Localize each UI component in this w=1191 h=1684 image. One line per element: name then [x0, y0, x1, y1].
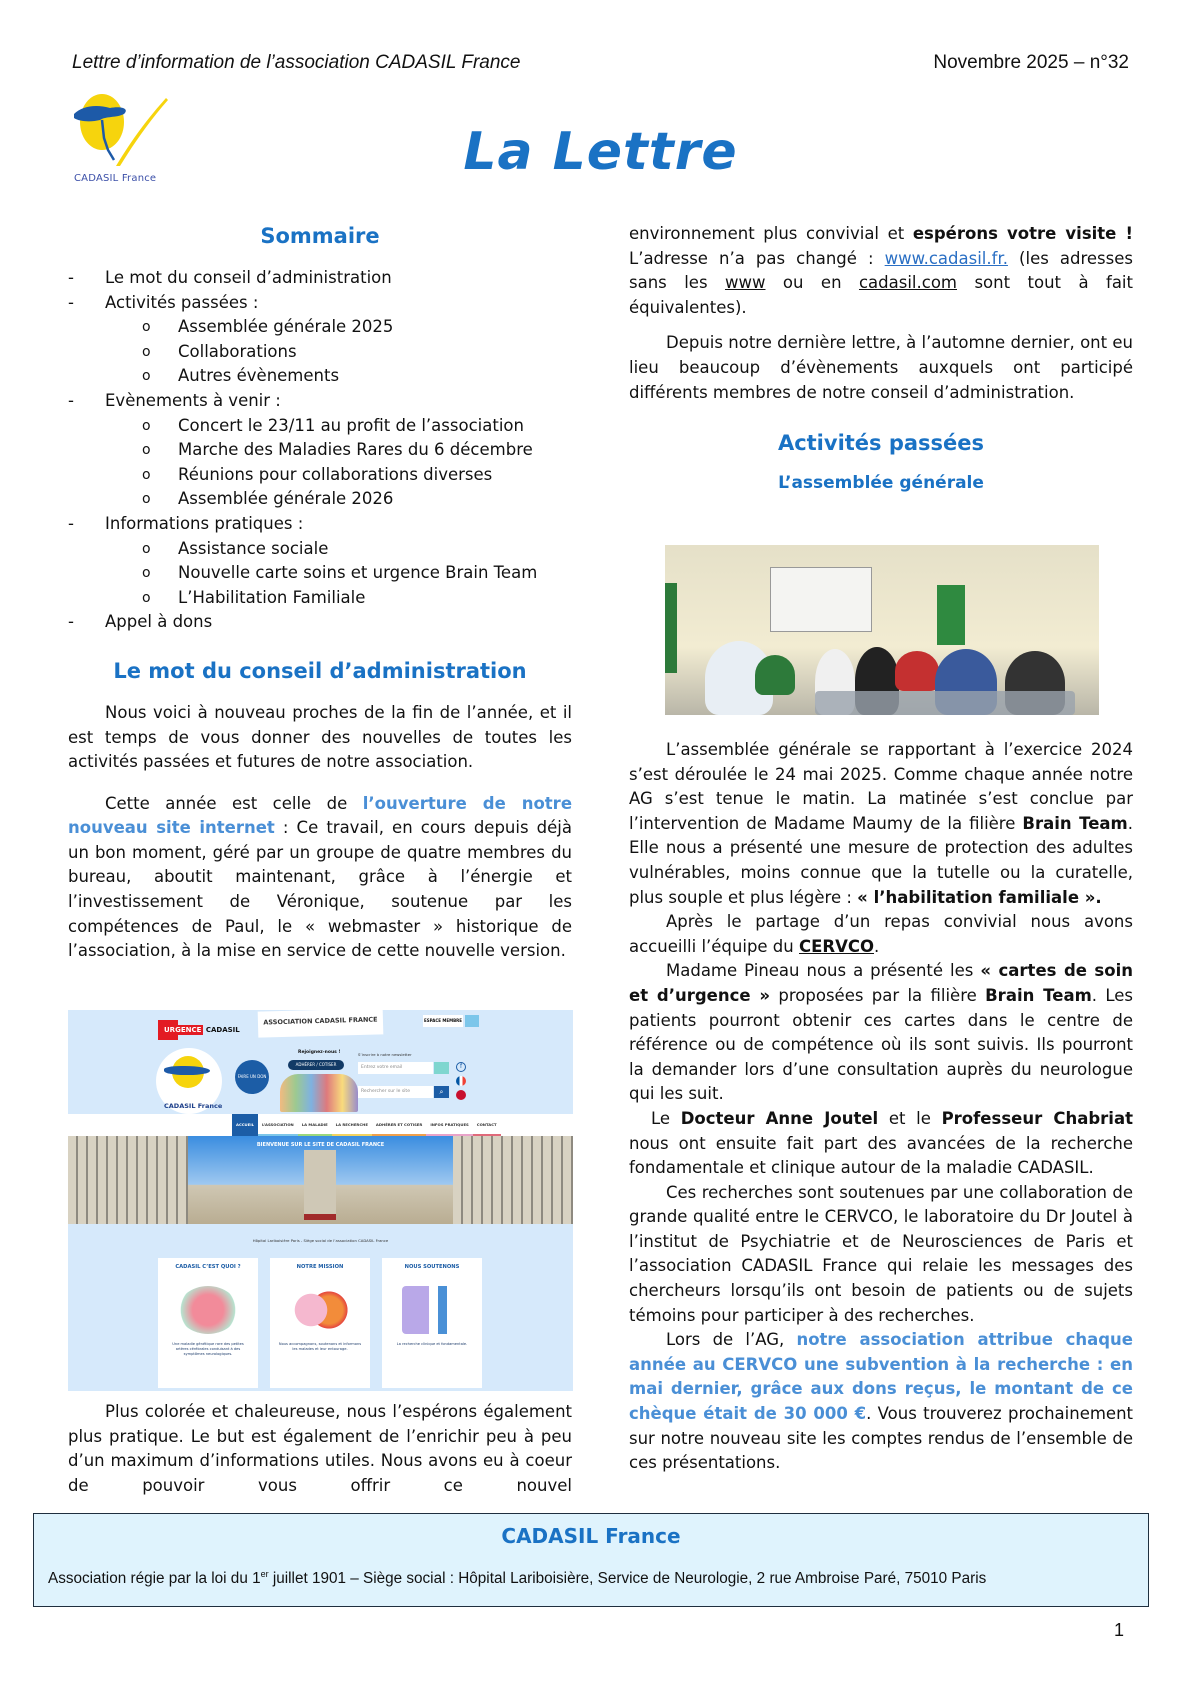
website-logo-text: CADASIL France — [164, 1102, 223, 1110]
text-run: . — [874, 936, 880, 956]
donate-button: FAIRE UN DON — [235, 1060, 269, 1094]
card-desc: Une maladie génétique rare des petites artères cérébrales conduisant à des symptômes neurologiques. — [172, 1342, 244, 1356]
nav-contact: CONTACT — [473, 1114, 501, 1136]
text-run: et le — [878, 1108, 942, 1128]
left-column — [68, 224, 572, 964]
text-run: Après le partage d’un repas convivial nous avons accueilli l’équipe du — [629, 912, 1133, 956]
projector-screen — [770, 567, 872, 632]
urgence-badge: URGENCE CADASIL — [158, 1020, 240, 1040]
text-run: sont tout à fait équivalentes). — [629, 273, 1133, 317]
page-number: 1 — [1113, 1620, 1124, 1640]
toc-item: - Evènements à venir : — [68, 389, 572, 414]
nav-accueil: ACCUEIL — [232, 1114, 258, 1136]
website-assoc-title: ASSOCIATION CADASIL FRANCE — [258, 1010, 384, 1038]
joutel-text: Docteur Anne Joutel — [680, 1108, 879, 1128]
text-run: juillet 1901 – Siège social : Hôpital Lariboisière, Service de Neurologie, 2 rue Ambroise Paré, 75010 Paris — [268, 1570, 987, 1588]
mot-paragraph-3: Plus colorée et chaleureuse, nous l’espérons également plus pratique. Le but est également de l’enrichir peu à peu d’un maximum d’informations utiles. Nous avons eu à coeur de pouvoir vous offrir ce nouvel — [68, 1402, 572, 1495]
text-run: ou en — [765, 273, 859, 293]
newsletter-header-left: Lettre d’information de l’association CADASIL France — [72, 52, 521, 73]
brain-team-text: Brain Team — [985, 985, 1092, 1005]
ag-paragraph-6 — [629, 1328, 1133, 1476]
cervco-text: CERVCO — [799, 936, 874, 956]
issue-date: Novembre 2025 – n°32 — [933, 52, 1129, 73]
text-run: Cette année est celle de — [105, 793, 363, 813]
text-run: environnement plus convivial et — [629, 224, 913, 243]
toc-item: - Activités passées : — [68, 291, 572, 316]
toc-subitem: o Assemblée générale 2026 — [68, 487, 572, 512]
uk-flag-icon — [456, 1090, 466, 1100]
nav-adherer: ADHÉRER ET COTISER — [372, 1114, 426, 1136]
left-column-bottom — [68, 1400, 572, 1498]
crowd-illustration — [280, 1074, 358, 1112]
nav-recherche: LA RECHERCHE — [332, 1114, 372, 1136]
ag-paragraph-1 — [629, 738, 1133, 910]
footer-box — [33, 1513, 1149, 1607]
website-link[interactable]: www.cadasil.fr. — [884, 248, 1008, 268]
card-desc: Nous accompagnons, soutenons et informons les malades et leur entourage. — [278, 1342, 362, 1351]
assemblee-subheading: L’assemblée générale — [778, 473, 984, 494]
toc-item: - Le mot du conseil d’administration — [68, 266, 572, 291]
text-run: : Ce travail, en cours depuis déjà un bon moment, géré par un groupe de quatre membres du bureau, aboutit maintenant, grâce à l’énergie et l’investissement de Véronique, soutenue par les compétences de Paul, le « webmaster » historique de l’association, à la mise en service de cette nouvelle version. — [68, 818, 572, 961]
ag-paragraph-2 — [629, 910, 1133, 959]
www-text: www — [724, 273, 766, 293]
toc-subitem: o L’Habilitation Familiale — [68, 586, 572, 611]
text-run: . Les patients pourront obtenir ces cartes dans le centre de référence ou de compétence où ils sont suivis. Ils pourront la demander lors d’une consultation auprès du neurologue qui les suit. — [629, 985, 1133, 1104]
newsletter-label: S’inscrire à notre newsletter — [358, 1052, 412, 1057]
facebook-icon: f — [456, 1062, 466, 1072]
card-desc: La recherche clinique et fondamentale. — [396, 1342, 468, 1346]
nav-association: L’ASSOCIATION — [258, 1114, 298, 1136]
right-column-ag — [629, 738, 1133, 1476]
flower-brain-icon — [290, 1286, 350, 1334]
card-title: CADASIL C’EST QUOI ? — [175, 1264, 241, 1270]
website-screenshot — [68, 1010, 573, 1391]
ag-paragraph-4 — [629, 1107, 1133, 1181]
email-input: Entrez votre email — [358, 1062, 433, 1074]
logo-text: CADASIL France — [74, 173, 157, 184]
cadasil-com-text: cadasil.com — [858, 273, 958, 293]
audience — [695, 637, 1099, 715]
assemblee-photo — [665, 545, 1099, 715]
right-column — [629, 222, 1133, 493]
table-of-contents — [68, 266, 572, 635]
toc-subitem: o Marche des Maladies Rares du 6 décembre — [68, 438, 572, 463]
search-input: Rechercher sur le site — [358, 1086, 433, 1098]
mot-heading: Le mot du conseil d’administration — [113, 658, 527, 683]
hero-text: BIENVENUE SUR LE SITE DE CADASIL FRANCE — [256, 1142, 385, 1148]
toc-subitem: o Autres évènements — [68, 364, 572, 389]
toc-subitem: o Assistance sociale — [68, 537, 572, 562]
page-title: La Lettre — [463, 122, 738, 182]
text-run: (les adresses sans les — [629, 248, 1133, 293]
ag-paragraph-5: Ces recherches sont soutenues par une collaboration de grande qualité entre le CERVCO, le laboratoire du Dr Joutel à l’institut de Psychiatrie et de Neurosciences de Paris et l’association CADASIL France qui relaie les messages des chercheurs lorsqu’ils ont besoin de patients ou de sujets témoins pour participer à des recherches. — [629, 1182, 1133, 1325]
toc-subitem: o Assemblée générale 2025 — [68, 315, 572, 340]
mot-paragraph-2 — [68, 792, 572, 964]
toc-subitem: o Réunions pour collaborations diverses — [68, 463, 572, 488]
brain-team-text: Brain Team — [1022, 813, 1128, 833]
footer-address — [48, 1569, 986, 1588]
mot-paragraph-4: Depuis notre dernière lettre, à l’automne dernier, ont eu lieu beaucoup d’évènements auxquels ont participé différents membres de notre conseil d’administration. — [629, 333, 1133, 402]
text-run: proposées par la filière — [770, 985, 986, 1005]
join-text: Rejoignez-nous ! — [298, 1050, 341, 1055]
superscript: er — [260, 1569, 269, 1579]
text-run: nous ont ensuite fait part des avancées de la recherche fondamentale et clinique autour de la maladie CADASIL. — [629, 1133, 1133, 1178]
join-pill: ADHÉRER / COTISER — [288, 1060, 344, 1070]
mot-paragraph-1: Nous voici à nouveau proches de la fin de l’année, et il est temps de vous donner des nouvelles de toutes les activités passées et futures de notre association. — [68, 702, 572, 772]
brain-illustration-icon — [178, 1286, 238, 1334]
cartes-text: « cartes de soin et d’urgence » — [629, 961, 1133, 1005]
french-flag-icon — [456, 1076, 466, 1086]
text-run: Lors de l’AG, — [666, 1330, 797, 1350]
toc-subitem: o Concert le 23/11 au profit de l’association — [68, 414, 572, 439]
microscope-icon — [402, 1286, 462, 1334]
text-run: Madame Pineau nous a présenté les — [666, 961, 981, 981]
toc-item: - Informations pratiques : — [68, 512, 572, 537]
hero-banner — [68, 1136, 573, 1224]
card-mission — [270, 1258, 370, 1388]
member-space-button: ESPACE MEMBRE — [423, 1015, 463, 1027]
website-nav — [68, 1114, 573, 1136]
mot-paragraph-3-cont — [629, 222, 1133, 320]
lock-icon — [465, 1015, 479, 1027]
subvention-highlight: notre association attribue chaque année au CERVCO une subvention à la recherche : en mai dernier, grâce aux dons reçus, le montant de ce chèque était de 30 000 € — [629, 1330, 1133, 1424]
footer-title: CADASIL France — [501, 1524, 681, 1548]
nav-infos: INFOS PRATIQUES — [426, 1114, 472, 1136]
text-run: L’adresse n’a pas changé : — [629, 248, 885, 268]
ag-paragraph-3 — [629, 959, 1133, 1107]
chabriat-text: Professeur Chabriat — [941, 1108, 1133, 1128]
toc-subitem: o Collaborations — [68, 340, 572, 365]
activites-heading: Activités passées — [777, 431, 985, 456]
nav-maladie: LA MALADIE — [298, 1114, 332, 1136]
card-title: NOTRE MISSION — [296, 1264, 344, 1270]
website-highlight: l’ouverture de notre nouveau site internet — [68, 793, 573, 838]
card-soutenons — [382, 1258, 482, 1388]
text-run: L’assemblée générale se rapportant à l’exercice 2024 s’est déroulée le 24 mai 2025. Comme chaque année notre AG s’est tenue le matin. La matinée s’est conclue par l’intervention de Madame Maumy de la filière — [629, 740, 1133, 833]
text-run: Le — [651, 1108, 681, 1128]
card-cadasil — [158, 1258, 258, 1388]
text-run: . Vous trouverez prochainement sur notre nouveau site les comptes rendus de l’ensemble de ces présentations. — [629, 1404, 1133, 1473]
toc-item: - Appel à dons — [68, 610, 572, 635]
sommaire-heading: Sommaire — [260, 224, 380, 248]
search-icon: ⌕ — [434, 1086, 449, 1098]
logo-tree-icon — [164, 1066, 210, 1075]
text-run: . Elle nous a présenté une mesure de protection des adultes vulnérables, moins connue que la tutelle ou la curatelle, plus souple et plus légère : — [629, 813, 1134, 907]
bold-text: espérons votre visite ! — [912, 224, 1133, 243]
toc-subitem: o Nouvelle carte soins et urgence Brain Team — [68, 561, 572, 586]
text-run: Association régie par la loi du 1 — [48, 1570, 261, 1588]
habilitation-text: « l’habilitation familiale ». — [857, 887, 1102, 907]
mail-icon — [434, 1062, 449, 1074]
hero-caption: Hôpital Lariboisière Paris - Siège social de l’association CADASIL France — [252, 1238, 389, 1243]
card-title: NOUS SOUTENONS — [404, 1264, 460, 1270]
